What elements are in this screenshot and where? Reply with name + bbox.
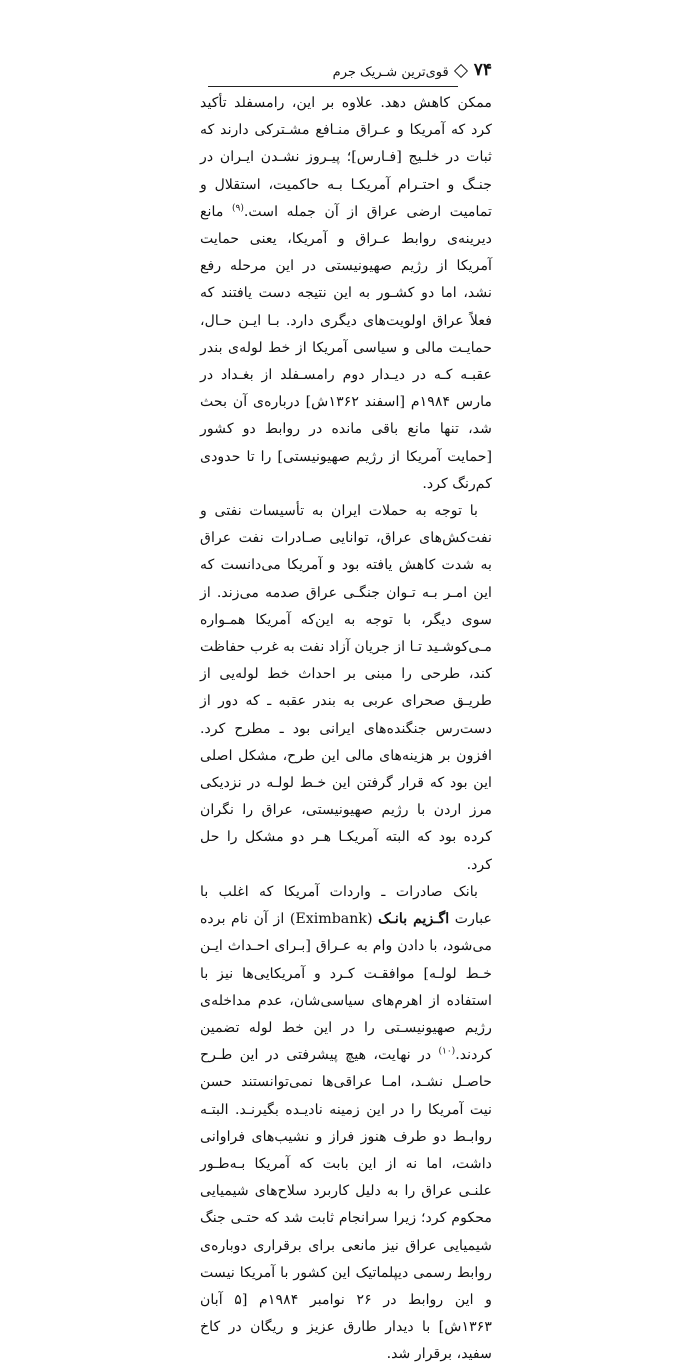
paragraph-3-text-b: از آن نام برده می‌شود، با دادن وام به عـراق [بـرای احـداث ایـن خـط لولـه] موافقـت کـرد و آمریکایی‌ها نیز با استفاده از اهرم‌های سیاسی‌شان، عدم مداخله‌ی رژیم صهیونیسـتی را در این خط لوله تضمین کردند. <box>200 911 492 1064</box>
paragraph-2: با توجه به حملات ایران به تأسیسات نفتی و نفت‌کش‌های عراق، توانایی صـادرات نفت عراق به شدت کاهش یافته بود و آمریکا می‌دانست که این امـر بـه تـوان جنگـی عراق صدمه می‌زند. از سوی دیگر، با توجه به این‌که آمریکا همـواره مـی‌کوشـید تـا از جریان آزاد نفت به غرب حفاظت کند، طرحی را مبنی بر احداث خط لوله‌یی از طریـق صحرای عربی به بندر عقبه ـ که دور از دست‌رس جنگنده‌های ایرانی بود ـ مطرح کرد. افزون بر هزینه‌های مالی این طرح، مشکل اصلی این بود که قرار گرفتن این خـط لولـه در نزدیکی مرز اردن با رژیم صهیونیستی، عراق را نگران کرده بود که البته آمریکـا هـر دو مشکل را حل کرد. <box>200 503 492 873</box>
paragraph-1-text-a: ممکن کاهش دهد. علاوه بر این، رامسفلد تأکید کرد که آمریکا و عـراق منـافع مشـترکی دارند که ثبات در خلـیج [فـارس]؛ پیـروز نشـدن ایـران در جنـگ و احتـرام آمریکـا بـه حاکمیت، استقلال و تمامیت ارضی عراق از آن جمله است. <box>200 95 492 220</box>
running-title: قوی‌ترین شـریک جرم <box>332 65 449 80</box>
body-text <box>0 90 700 1363</box>
diamond-ornament-icon <box>454 64 468 78</box>
paragraph-3-text-a: بانک صادرات ـ واردات آمریکا که اغلب با عبارت <box>200 883 492 928</box>
header-rule <box>208 86 458 87</box>
footnote-ref-9: (۹) <box>231 203 244 214</box>
eximbank-latin-term: (Eximbank) <box>289 911 373 928</box>
eximbank-persian-term: اگـزیم بانـک <box>378 911 450 928</box>
paragraph-1 <box>200 90 492 498</box>
paragraph-3-text-c: در نهایت، هیچ پیشرفتی در این طـرح حاصـل نشـد، امـا عراقی‌ها نمی‌توانستند حسن نیت آمریکا را در این زمینه نادیـده بگیرنـد. البتـه روابـط دو طرف هنوز فراز و نشیب‌های فراوانی داشت، اما نه از این بابت که آمریکا بـه‌طـور علنـی عراق را به دلیل کاربرد سلاح‌های شیمیایی محکوم کرد؛ زیرا سرانجام ثابت شد که حتـی جنگ شیمیایی عراق نیز مانعی برای برقراری دوباره‌ی روابط رسمی دیپلماتیک این کشور با آمریکا نیست و این روابط در ۲۶ نوامبر ۱۹۸۴م [۵ آبان ۱۳۶۳ش] با دیدار طارق عزیز و ریگان در کاخ سفید، برقرار شد. <box>200 1047 492 1363</box>
paragraph-1-text-b: مانع دیرینه‌ی روابط عـراق و آمریکا، یعنی حمایت آمریکا از رژیم صهیونیستی در این مرحله رفع نشد، اما دو کشـور به این نتیجه دست یافتند که فعلاً عراق اولویت‌های دیگری دارد. بـا ایـن حـال، حمایـت مالی و سیاسی آمریکا از خط لوله‌ی بندر عقبـه کـه در دیـدار دوم رامسـفلد از بغـداد در مارس ۱۹۸۴م [اسفند ۱۳۶۲ش] درباره‌ی آن بحث شد، تنها مانع باقی مانده در روابط دو کشور [حمایت آمریکا از رژیم صهیونیستی] را تا حدودی کم‌رنگ کرد. <box>200 203 492 492</box>
footnote-ref-10: (۱۰) <box>438 1046 456 1057</box>
paragraph-3 <box>200 879 492 1369</box>
page-header <box>200 62 492 79</box>
page-number: ۷۴ <box>473 60 492 80</box>
